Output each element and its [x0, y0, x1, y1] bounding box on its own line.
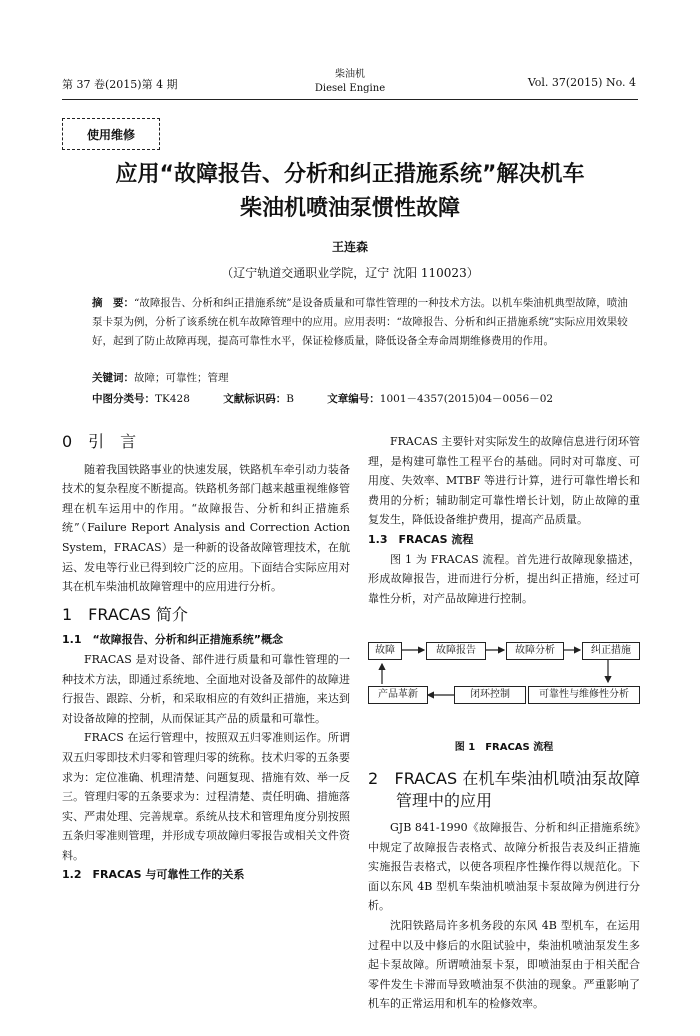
section-1-3-heading: 1.3 FRACAS 流程	[368, 532, 474, 546]
author: 王连森	[331, 240, 368, 254]
doc-code-label: 文献标识码：	[223, 393, 287, 405]
section-2	[368, 768, 640, 1014]
article-no-label: 文章编号：	[327, 393, 380, 405]
section-1-1-paragraph-1: FRACAS 是对设备、部件进行质量和可靠性管理的一种技术方法，即通过系统地、全面地对设备及部件的故障进行报告、跟踪、分析，和采取相应的有效纠正措施，来达到对设备故障的控制，从而保证其产品的质量和可靠性。	[62, 652, 350, 725]
running-header-left: 第 37 卷(2015)第 4 期	[62, 78, 178, 91]
article-title	[40, 158, 660, 226]
figure-1-caption: 图 1 FRACAS 流程	[454, 742, 554, 753]
title-line-2: 柴油机喷油泵惯性故障	[239, 196, 460, 221]
running-header-journal	[300, 68, 400, 96]
section-1-1-heading: 1.1 “故障报告、分析和纠正措施系统”概念	[62, 633, 283, 647]
keywords-label: 关键词：	[92, 372, 134, 384]
keywords	[92, 370, 638, 385]
section-1-2-paragraph: FRACAS 主要针对实际发生的故障信息进行闭环管理，是构建可靠性工程平台的基础。同时对可靠度、可用度、失效率、MTBF 等进行计算，进行可靠性增长和费用的分析；辅助制定可靠性增长计划，防止故障的重复发生，降低设备维护费用，提高产品质量。	[368, 435, 640, 527]
section-2-paragraph-2: 沈阳铁路局许多机务段的东风 4B 型机车，在运用过程中以及中修后的水阻试验中，柴油机喷油泵发生多起卡泵故障。所谓喷油泵卡泵，即喷油泵由于相关配合零件发生卡滞而导致喷油泵不供油的现象。严重影响了机车的正常运用和机车的检修效率。	[368, 918, 640, 1011]
section-1-2-heading: 1.2 FRACAS 与可靠性工作的关系	[62, 868, 245, 882]
abstract-label: 摘 要：	[92, 297, 134, 309]
section-0-heading: 0 引 言	[62, 432, 137, 451]
section-2-paragraph-1: GJB 841-1990《故障报告、分析和纠正措施系统》中规定了故障报告表格式、故障分析报告表及纠正措施实施报告表格式，以使各项程序性操作得以规范化。下面以东风 4B 型机车柴油机喷油泵卡泵故障为例进行分析。	[368, 821, 640, 913]
flow-box-fault-report: 故障报告	[426, 642, 486, 660]
section-0-paragraph: 随着我国铁路事业的快速发展，铁路机车牵引动力装备技术的复杂程度不断提高。铁路机务部门越来越重视维修管理在机车运用中的作用。“故障报告、分析和纠正措施系统”（Failure Report Analysis and Correction Action System，FRACAS）是一种新的设备故障管理技术，在航运、发电等行业已得到较广泛的应用。下面结合实际应用对其在机车柴油机故障管理中的应用进行分析。	[62, 462, 350, 594]
classification-line	[92, 391, 638, 406]
clc-label: 中图分类号：	[92, 393, 155, 405]
left-column	[62, 432, 350, 885]
flow-box-closed-loop: 闭环控制	[454, 686, 526, 704]
clc-value: TK428	[155, 393, 190, 405]
doc-code-value: B	[286, 393, 294, 405]
flow-box-reliability-analysis: 可靠性与维修性分析	[528, 686, 640, 704]
flow-box-product-innovation: 产品革新	[368, 686, 428, 704]
header-rule	[62, 99, 638, 100]
abstract-text: “故障报告、分析和纠正措施系统”是设备质量和可靠性管理的一种技术方法。以机车柴油机典型故障，喷油泵卡泵为例，分析了该系统在机车故障管理中的应用。应用表明：“故障报告、分析和纠正措施系统”实际应用效果较好，起到了防止故障再现，提高可靠性水平，保证检修质量，降低设备全寿命周期维修费用的作用。	[92, 297, 628, 347]
abstract	[92, 294, 638, 351]
section-1-1-paragraph-2: FRACS 在运行管理中，按照双五归零准则运作。所谓双五归零即技术归零和管理归零的统称。技术归零的五条要求为：定位准确、机理清楚、问题复现、措施有效、举一反三。管理归零的五条要求为：过程清楚、责任明确、措施落实、严肃处理、完善规章。系统从技术和管理角度分别按照五条归零准则管理，并形成专项故障归零报告或相关文件资料。	[62, 731, 350, 862]
flow-box-fault: 故障	[368, 642, 402, 660]
category-label: 使用维修	[62, 118, 160, 150]
journal-name-cn: 柴油机	[335, 69, 365, 80]
running-header-right: Vol. 37(2015) No. 4	[527, 76, 636, 89]
title-line-1: 应用“故障报告、分析和纠正措施系统”解决机车	[115, 162, 585, 187]
section-2-heading: 2 FRACAS 在机车柴油机喷油泵故障管理中的应用	[368, 769, 640, 810]
section-1-3-paragraph: 图 1 为 FRACAS 流程。首先进行故障现象描述，形成故障报告，进而进行分析，提出纠正措施，经过可靠性分析，对产品故障进行控制。	[368, 552, 640, 605]
right-column	[368, 432, 640, 608]
flow-box-fault-analysis: 故障分析	[506, 642, 564, 660]
article-no-value: 1001－4357(2015)04－0056－02	[379, 393, 554, 405]
section-1-heading: 1 FRACAS 简介	[62, 604, 188, 624]
flow-box-corrective-action: 纠正措施	[582, 642, 640, 660]
keywords-text: 故障；可靠性；管理	[134, 372, 229, 384]
affiliation: （辽宁轨道交通职业学院，辽宁 沈阳 110023）	[221, 266, 479, 280]
journal-name-en: Diesel Engine	[314, 83, 386, 94]
figure-1-flowchart	[368, 642, 640, 730]
